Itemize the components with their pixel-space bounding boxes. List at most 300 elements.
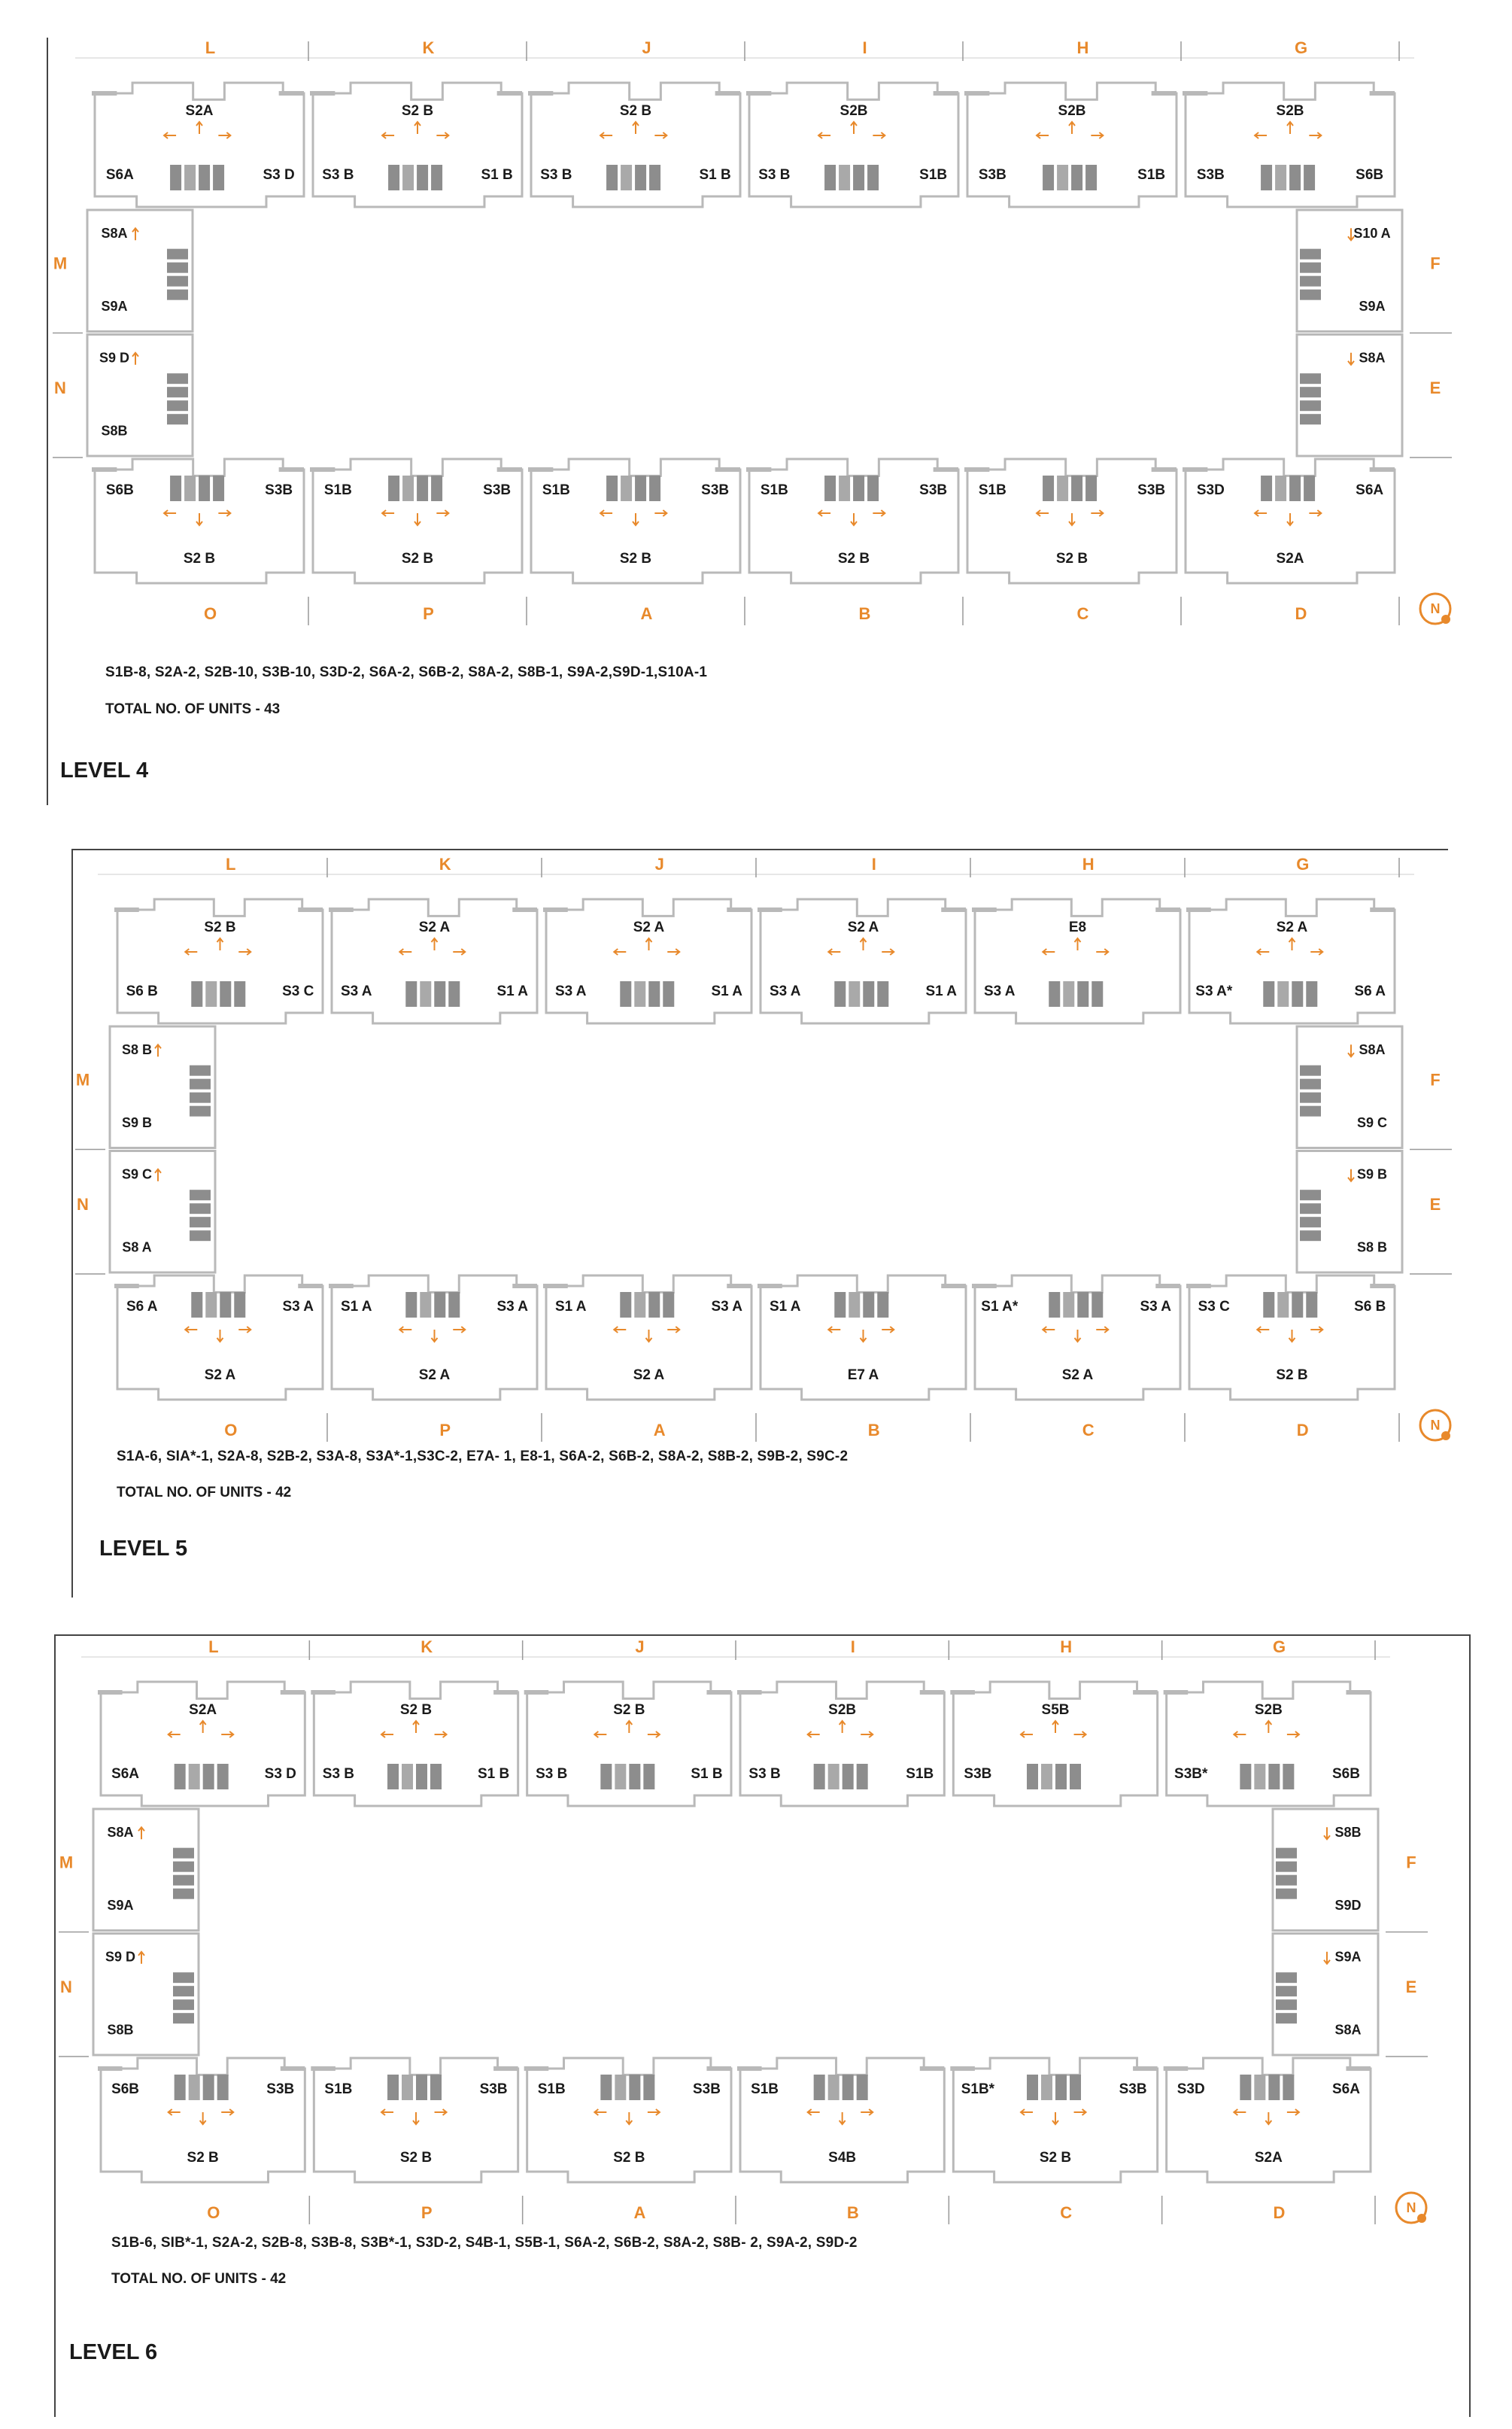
unit-wall: [740, 1682, 944, 1806]
balcony-edge: [524, 2066, 549, 2071]
lift-core: [203, 2075, 214, 2100]
lift-core: [1091, 1292, 1103, 1318]
side-unit-block: [110, 1026, 215, 1148]
unit-label: S3B: [1196, 167, 1225, 184]
unit-label: S3 B: [540, 167, 572, 184]
lift-core: [191, 1292, 202, 1318]
block-letter: J: [654, 858, 664, 874]
unit-label: S2 B: [187, 2150, 219, 2166]
lift-core: [1304, 165, 1315, 190]
block-letter: K: [422, 41, 435, 57]
side-unit-block: [87, 210, 193, 332]
block-letter: H: [1076, 41, 1089, 57]
lift-core: [416, 2075, 427, 2100]
block-letter: O: [203, 603, 217, 623]
unit-block: [98, 2058, 305, 2182]
lift-core: [648, 981, 660, 1007]
lift-core: [1041, 1764, 1052, 1789]
lift-core: [877, 981, 888, 1007]
block-letter: H: [1082, 858, 1095, 874]
unit-label: S8B: [101, 423, 128, 439]
lift-core: [190, 1230, 211, 1241]
unit-label: S3B: [692, 2081, 721, 2098]
side-unit-block: [1297, 1151, 1402, 1273]
unit-label: S1B: [919, 167, 948, 184]
lift-core: [635, 165, 646, 190]
block-letter: F: [1430, 254, 1441, 273]
lift-core: [1263, 981, 1274, 1007]
side-unit-block: [110, 1151, 215, 1273]
block-letter: K: [439, 858, 451, 874]
lift-core: [615, 2075, 626, 2100]
unit-label: S3 C: [282, 983, 314, 1000]
unit-label: S1 A: [925, 983, 958, 1000]
unit-label: S9 C: [121, 1166, 153, 1182]
lift-core: [1300, 276, 1321, 287]
lift-core: [402, 476, 414, 501]
balcony-edge: [512, 1284, 537, 1288]
lift-core: [190, 1217, 211, 1227]
lift-core: [634, 981, 645, 1007]
unit-label: S8A: [101, 226, 128, 242]
unit-label: S8 B: [1356, 1239, 1388, 1255]
unit-label: S9 B: [121, 1114, 153, 1130]
lift-core: [1275, 476, 1286, 501]
unit-label: S3 A: [282, 1299, 314, 1315]
lift-core: [1289, 476, 1301, 501]
lift-core: [173, 1848, 194, 1859]
unit-label: S2 B: [619, 103, 652, 120]
balcony-edge: [528, 467, 553, 472]
lift-core: [430, 1764, 442, 1789]
unit-label: S6B: [111, 2081, 140, 2098]
lift-core: [402, 1764, 413, 1789]
lift-core: [606, 165, 618, 190]
balcony-edge: [329, 1284, 354, 1288]
block-letter: A: [633, 2203, 646, 2222]
lift-core: [173, 2013, 194, 2023]
lift-core: [1306, 981, 1317, 1007]
unit-label: S1 A: [711, 983, 743, 1000]
unit-label: S3 A: [769, 983, 801, 1000]
block-letter: B: [858, 603, 871, 623]
balcony-edge: [98, 1690, 123, 1695]
lift-core: [213, 165, 224, 190]
unit-label: S2 A: [633, 920, 665, 936]
side-unit-block: [1273, 1809, 1378, 1931]
panel-border-top: [54, 1634, 1471, 1636]
lift-core: [388, 476, 399, 501]
unit-wall: [1167, 1682, 1371, 1806]
balcony-edge: [329, 907, 354, 912]
level-title: LEVEL 5: [99, 1537, 188, 1561]
lift-core: [1276, 1875, 1297, 1886]
lift-core: [402, 2075, 413, 2100]
block-letter: N: [54, 378, 66, 397]
lift-core: [417, 165, 428, 190]
lift-core: [643, 2075, 654, 2100]
lift-core: [1254, 1764, 1265, 1789]
unit-label: S2A: [1254, 2150, 1283, 2166]
balcony-edge: [1133, 2066, 1158, 2071]
lift-core: [1300, 1093, 1321, 1103]
unit-block: [543, 1275, 751, 1400]
balcony-edge: [934, 91, 958, 96]
unit-label: S9A: [1334, 1949, 1362, 1965]
balcony-edge: [1370, 467, 1395, 472]
balcony-edge: [758, 907, 782, 912]
balcony-edge: [727, 1284, 751, 1288]
unit-block: [1183, 83, 1395, 207]
floor-plan-level-4: [53, 41, 1497, 643]
unit-label: S1B: [537, 2081, 566, 2098]
lift-core: [217, 2075, 229, 2100]
block-letter: G: [1296, 858, 1310, 874]
lift-core: [1263, 1292, 1274, 1318]
lift-core: [1300, 249, 1321, 260]
balcony-edge: [934, 467, 958, 472]
unit-block: [972, 1275, 1180, 1400]
balcony-edge: [281, 1690, 305, 1695]
lift-core: [1300, 373, 1321, 384]
lift-core: [205, 981, 217, 1007]
unit-block: [737, 1682, 944, 1806]
lift-core: [853, 165, 864, 190]
unit-block: [528, 83, 740, 207]
unit-label: S2 B: [613, 2150, 645, 2166]
balcony-edge: [92, 467, 117, 472]
lift-core: [1240, 1764, 1251, 1789]
lift-core: [1300, 1230, 1321, 1241]
unit-label: S4B: [828, 2150, 857, 2166]
block-letter: L: [205, 41, 216, 57]
north-label: N: [1406, 2199, 1416, 2215]
balcony-edge: [941, 1284, 966, 1288]
lift-core: [1283, 2075, 1294, 2100]
unit-block: [737, 2058, 944, 2182]
balcony-edge: [92, 91, 117, 96]
block-letter: L: [208, 1640, 219, 1656]
level-title: LEVEL 6: [69, 2340, 158, 2364]
unit-label: S2B: [828, 1702, 857, 1719]
lift-core: [1085, 165, 1097, 190]
lift-core: [629, 2075, 640, 2100]
lift-core: [621, 476, 632, 501]
level-title: LEVEL 4: [60, 758, 149, 783]
north-label: N: [1430, 1417, 1441, 1433]
unit-label: S8A: [1334, 2022, 1362, 2038]
lift-core: [199, 165, 210, 190]
unit-label: S1 B: [481, 167, 513, 184]
unit-label: S2B: [839, 103, 868, 120]
side-unit-block: [1297, 210, 1402, 332]
block-letter: B: [846, 2203, 859, 2222]
balcony-edge: [493, 1690, 518, 1695]
lift-core: [190, 1079, 211, 1090]
unit-label: S9 C: [1356, 1114, 1388, 1130]
lift-core: [843, 1764, 854, 1789]
unit-label: S9A: [107, 1897, 134, 1913]
unit-summary: S1A-6, SIA*-1, S2A-8, S2B-2, S3A-8, S3A*-1,S3C-2, E7A- 1, E8-1, S6A-2, S6B-2, S8A-2, S8B-2, S9B-2, S9C-2: [117, 1449, 849, 1464]
unit-label: S1B: [751, 2081, 779, 2098]
unit-label: S6B: [105, 482, 134, 499]
lift-core: [1070, 1764, 1081, 1789]
block-letter: J: [635, 1640, 645, 1656]
lift-core: [420, 1292, 431, 1318]
lift-core: [649, 476, 660, 501]
lift-core: [416, 1764, 427, 1789]
block-letter: C: [1060, 2203, 1073, 2222]
balcony-edge: [706, 1690, 731, 1695]
unit-label: S3 B: [322, 1766, 355, 1783]
unit-label: S3B: [266, 2081, 295, 2098]
unit-label: S1B: [978, 482, 1006, 499]
balcony-edge: [746, 91, 771, 96]
lift-core: [189, 1764, 200, 1789]
unit-label: S1 A: [340, 1299, 372, 1315]
unit-label: S3 B: [322, 167, 354, 184]
lift-core: [234, 1292, 245, 1318]
unit-wall: [101, 1682, 305, 1806]
lift-core: [173, 1862, 194, 1872]
lift-core: [205, 1292, 217, 1318]
lift-core: [1300, 414, 1321, 424]
lift-core: [1027, 2075, 1038, 2100]
balcony-edge: [512, 907, 537, 912]
unit-block: [746, 459, 958, 583]
balcony-edge: [1152, 467, 1177, 472]
unit-label: S3 B: [758, 167, 791, 184]
lift-core: [173, 1972, 194, 1983]
unit-label: S2 B: [1276, 1367, 1308, 1384]
unit-label: S1B: [324, 2081, 353, 2098]
lift-core: [189, 2075, 200, 2100]
unit-label: S2B: [1058, 103, 1086, 120]
lift-core: [387, 2075, 399, 2100]
lift-core: [405, 981, 417, 1007]
lift-core: [1057, 476, 1068, 501]
lift-core: [1300, 1106, 1321, 1117]
unit-label: S3B*: [1174, 1766, 1208, 1783]
unit-label: S9D: [1334, 1897, 1362, 1913]
balcony-edge: [964, 91, 989, 96]
unit-label: S2 A: [847, 920, 879, 936]
unit-label: S3B: [1137, 482, 1166, 499]
block-letter: D: [1296, 1420, 1309, 1439]
lift-core: [814, 1764, 825, 1789]
balcony-edge: [1370, 907, 1395, 912]
unit-label: S3B: [265, 482, 293, 499]
unit-label: S2 A: [418, 1367, 451, 1384]
unit-label: S3 A: [983, 983, 1016, 1000]
unit-label: S3 B: [748, 1766, 781, 1783]
block-letter: H: [1060, 1640, 1073, 1656]
block-letter: G: [1272, 1640, 1286, 1656]
balcony-edge: [1164, 1690, 1189, 1695]
lift-core: [606, 476, 618, 501]
unit-summary: S1B-8, S2A-2, S2B-10, S3B-10, S3D-2, S6A-2, S6B-2, S8A-2, S8B-1, S9A-2,S9D-1,S10A-1: [105, 664, 708, 680]
balcony-edge: [114, 1284, 139, 1288]
lift-core: [431, 165, 442, 190]
lift-core: [167, 414, 188, 424]
lift-core: [170, 165, 181, 190]
block-letter: P: [423, 603, 434, 623]
lift-core: [417, 476, 428, 501]
lift-core: [234, 981, 245, 1007]
unit-label: S3B: [964, 1766, 992, 1783]
block-letter: E: [1405, 1977, 1417, 1996]
total-units: TOTAL NO. OF UNITS - 42: [117, 1485, 292, 1500]
unit-label: S1B: [1137, 167, 1166, 184]
balcony-edge: [114, 907, 139, 912]
side-unit-block: [1297, 335, 1402, 457]
block-letter: D: [1295, 603, 1307, 623]
balcony-edge: [950, 2066, 975, 2071]
unit-label: S3 C: [1198, 1299, 1230, 1315]
unit-label: S6B: [1331, 1766, 1360, 1783]
lift-core: [1063, 1292, 1074, 1318]
unit-block: [1183, 459, 1395, 583]
unit-wall: [314, 1682, 518, 1806]
lift-core: [1091, 981, 1103, 1007]
unit-label: S1B*: [961, 2081, 995, 2098]
balcony-edge: [920, 1690, 945, 1695]
north-dot: [1441, 615, 1450, 624]
block-letter: N: [77, 1194, 89, 1214]
unit-label: S1 B: [477, 1766, 510, 1783]
lift-core: [167, 290, 188, 300]
balcony-edge: [1370, 91, 1395, 96]
unit-block: [964, 459, 1177, 583]
block-letter: M: [75, 1070, 90, 1090]
unit-block: [524, 1682, 731, 1806]
unit-label: S3 D: [263, 167, 295, 184]
block-letter: I: [862, 41, 867, 57]
balcony-edge: [493, 2066, 518, 2071]
unit-label: S2 A: [633, 1367, 665, 1384]
unit-label: S2A: [1276, 551, 1304, 567]
unit-label: S2B: [1254, 1702, 1283, 1719]
lift-core: [863, 981, 874, 1007]
unit-label: E8: [1068, 920, 1087, 936]
lift-core: [184, 165, 196, 190]
lift-core: [175, 1764, 186, 1789]
unit-label: S6 B: [126, 983, 158, 1000]
total-units: TOTAL NO. OF UNITS - 43: [105, 701, 281, 717]
unit-label: S2 B: [613, 1702, 645, 1719]
north-dot: [1417, 2214, 1426, 2223]
lift-core: [1077, 981, 1088, 1007]
lift-core: [849, 1292, 860, 1318]
lift-core: [1085, 476, 1097, 501]
balcony-edge: [920, 2066, 945, 2071]
side-unit-block: [93, 1809, 199, 1931]
unit-block: [758, 1275, 966, 1400]
lift-core: [448, 1292, 460, 1318]
lift-core: [167, 373, 188, 384]
lift-core: [1277, 981, 1289, 1007]
lift-core: [1049, 981, 1060, 1007]
unit-block: [758, 899, 966, 1023]
balcony-edge: [1133, 1690, 1158, 1695]
block-letter: G: [1294, 41, 1308, 57]
lift-core: [448, 981, 460, 1007]
balcony-edge: [310, 91, 335, 96]
unit-label: S1B: [760, 482, 788, 499]
block-letter: O: [224, 1420, 238, 1439]
unit-label: S8 B: [121, 1042, 153, 1058]
balcony-edge: [1183, 467, 1207, 472]
lift-core: [1057, 165, 1068, 190]
side-unit-block: [1297, 1026, 1402, 1148]
lift-core: [167, 276, 188, 287]
lift-core: [1275, 165, 1286, 190]
unit-block: [950, 1682, 1157, 1806]
panel-border-left: [54, 1634, 56, 2417]
lift-core: [867, 476, 879, 501]
unit-label: S9 D: [105, 1949, 136, 1965]
balcony-edge: [1183, 91, 1207, 96]
balcony-edge: [1155, 907, 1180, 912]
lift-core: [863, 1292, 874, 1318]
block-letter: N: [60, 1977, 72, 1996]
balcony-edge: [758, 1284, 782, 1288]
unit-label: S3B: [701, 482, 730, 499]
balcony-edge: [727, 907, 751, 912]
lift-core: [1043, 476, 1054, 501]
unit-summary: S1B-6, SIB*-1, S2A-2, S2B-8, S3B-8, S3B*-1, S3D-2, S4B-1, S5B-1, S6A-2, S6B-2, S8A-2, S8B- 2, S9A-2, S9D-2: [111, 2235, 858, 2251]
unit-block: [1164, 1682, 1371, 1806]
lift-core: [1071, 165, 1082, 190]
lift-core: [814, 2075, 825, 2100]
unit-wall: [953, 1682, 1157, 1806]
lift-core: [1254, 2075, 1265, 2100]
block-letter: B: [867, 1420, 880, 1439]
unit-label: S8A: [107, 1825, 134, 1841]
balcony-edge: [543, 1284, 568, 1288]
unit-label: S9A: [101, 298, 128, 314]
lift-core: [634, 1292, 645, 1318]
unit-label: S3 A: [496, 1299, 529, 1315]
balcony-edge: [98, 2066, 123, 2071]
lift-core: [1071, 476, 1082, 501]
unit-block: [114, 899, 323, 1023]
unit-block: [950, 2058, 1157, 2182]
unit-label: S8 A: [122, 1239, 152, 1255]
unit-block: [114, 1275, 323, 1400]
unit-label: S3B: [483, 482, 512, 499]
panel-border-left: [71, 849, 73, 1598]
unit-label: S3 B: [536, 1766, 568, 1783]
lift-core: [1300, 1190, 1321, 1200]
lift-core: [839, 165, 850, 190]
unit-label: S2 A: [204, 1367, 236, 1384]
balcony-edge: [715, 467, 740, 472]
unit-label: S3D: [1177, 2081, 1205, 2098]
balcony-edge: [279, 467, 304, 472]
balcony-edge: [1346, 1690, 1371, 1695]
lift-core: [1276, 1848, 1297, 1859]
lift-core: [388, 165, 399, 190]
balcony-edge: [298, 907, 323, 912]
lift-core: [1300, 400, 1321, 411]
unit-label: S8B: [107, 2022, 134, 2038]
unit-block: [1186, 1275, 1395, 1400]
lift-core: [839, 476, 850, 501]
lift-core: [1276, 1862, 1297, 1872]
lift-core: [1276, 1986, 1297, 1996]
lift-core: [1268, 1764, 1280, 1789]
